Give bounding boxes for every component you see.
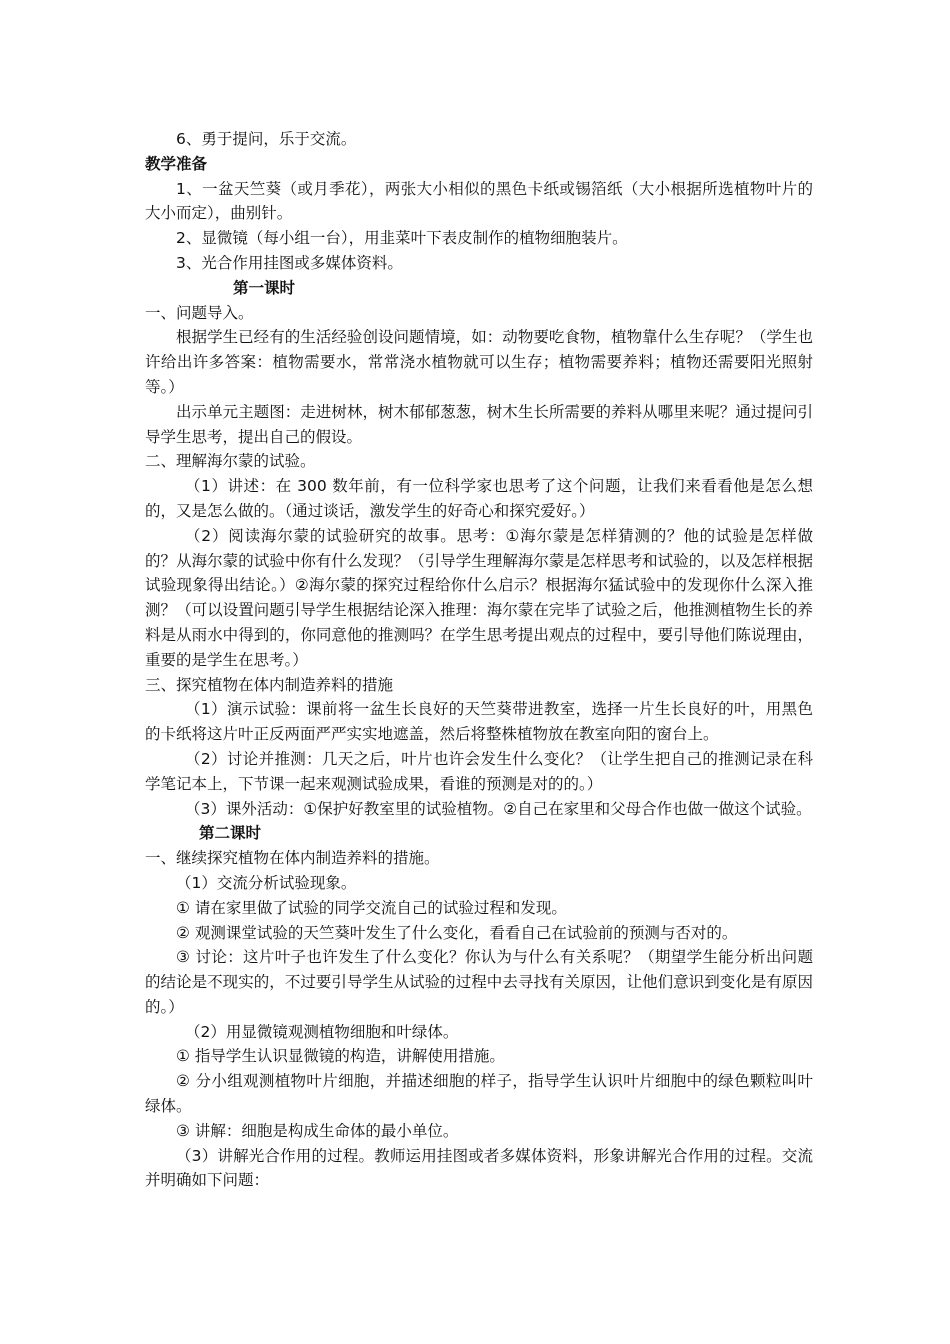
prep-item-2: 2、显微镜（每小组一台），用韭菜叶下表皮制作的植物细胞装片。	[176, 229, 628, 248]
part-1-item-3: ② 观测课堂试验的天竺葵叶发生了什么变化，看看自己在试验前的预测与否对的。	[176, 923, 738, 942]
prep-item-3: 3、光合作用挂图或多媒体资料。	[176, 253, 403, 272]
part-1-title: 一、继续探究植物在体内制造养料的措施。	[145, 849, 440, 868]
section-2-title: 二、理解海尔蒙的试验。	[145, 452, 316, 471]
objective-item-6: 6、勇于提问，乐于交流。	[176, 130, 357, 148]
section-1-paragraph-1: 根据学生已经有的生活经验创设问题情境，如：动物要吃食物，植物靠什么生存呢？（学生也许给出许多答案：植物需要水，常常浇水植物就可以生存；植物需要养料；植物还需要阳光照射等。）	[145, 328, 813, 396]
part-1-item-5: （2）用显微镜观测植物细胞和叶绿体。	[185, 1022, 459, 1041]
section-1-title: 一、问题导入。	[145, 303, 254, 322]
section-3-paragraph-3: （3）课外活动：①保护好教室里的试验植物。②自己在家里和父母合作也做一做这个试验。	[185, 799, 812, 818]
section-1-paragraph-2: 出示单元主题图：走进树林，树木郁郁葱葱，树木生长所需要的养料从哪里来呢？通过提问引导学生思考，提出自己的假设。	[145, 402, 813, 446]
part-1-item-9: （3）讲解光合作用的过程。教师运用挂图或者多媒体资料，形象讲解光合作用的过程。交流并明确如下问题：	[145, 1146, 813, 1190]
section-3-title: 三、探究植物在体内制造养料的措施	[145, 675, 394, 694]
teaching-prep-heading: 教学准备	[145, 154, 208, 173]
section-3-paragraph-2: （2）讨论并推测：几天之后，叶片也许会发生什么变化？（让学生把自己的推测记录在科学笔记本上，下节课一起来观测试验成果，看谁的预测是对的的。）	[145, 749, 813, 793]
lesson-1-title: 第一课时	[233, 278, 296, 297]
part-1-item-4: ③ 讨论：这片叶子也许发生了什么变化？你认为与什么有关系呢？（期望学生能分析出问题的结论是不现实的，不过要引导学生从试验的过程中去寻找有关原因，让他们意识到变化是有原因的。）	[145, 948, 813, 1016]
part-1-item-1: （1）交流分析试验现象。	[176, 873, 357, 892]
lesson-2-title: 第二课时	[199, 824, 262, 843]
document-body	[145, 127, 813, 1193]
prep-item-1: 1、一盆天竺葵（或月季花），两张大小相似的黑色卡纸或锡箔纸（大小根据所选植物叶片的大小而定），曲别针。	[145, 179, 813, 223]
section-2-paragraph-1: （1）讲述：在 300 数年前，有一位科学家也思考了这个问题，让我们来看看他是怎么想的，又是怎么做的。（通过谈话，激发学生的好奇心和探究爱好。）	[145, 477, 813, 520]
part-1-item-8: ③ 讲解：细胞是构成生命体的最小单位。	[176, 1121, 459, 1140]
part-1-item-2: ① 请在家里做了试验的同学交流自己的试验过程和发现。	[176, 898, 567, 917]
section-3-paragraph-1: （1）演示试验：课前将一盆生长良好的天竺葵带进教室，选择一片生长良好的叶，用黑色的卡纸将这片叶正反两面严严实实地遮盖，然后将整株植物放在教室向阳的窗台上。	[145, 700, 813, 744]
part-1-item-7: ② 分小组观测植物叶片细胞，并描述细胞的样子，指导学生认识叶片细胞中的绿色颗粒叫叶绿体。	[145, 1072, 813, 1116]
section-2-paragraph-2: （2）阅读海尔蒙的试验研究的故事。思考：①海尔蒙是怎样猜测的？他的试验是怎样做的？从海尔蒙的试验中你有什么发现？（引导学生理解海尔蒙是怎样思考和试验的，以及怎样根据试验现象得出结论。）②海尔蒙的探究过程给你什么启示？根据海尔猛试验中的发现你什么深入推测？（可以设置问题引导学生根据结论深入推理：海尔蒙在完毕了试验之后，他推测植物生长的养料是从雨水中得到的，你同意他的推测吗？在学生思考提出观点的过程中，要引导他们陈说理由，重要的是学生在思考。）	[145, 526, 813, 669]
part-1-item-6: ① 指导学生认识显微镜的构造，讲解使用措施。	[176, 1047, 505, 1066]
